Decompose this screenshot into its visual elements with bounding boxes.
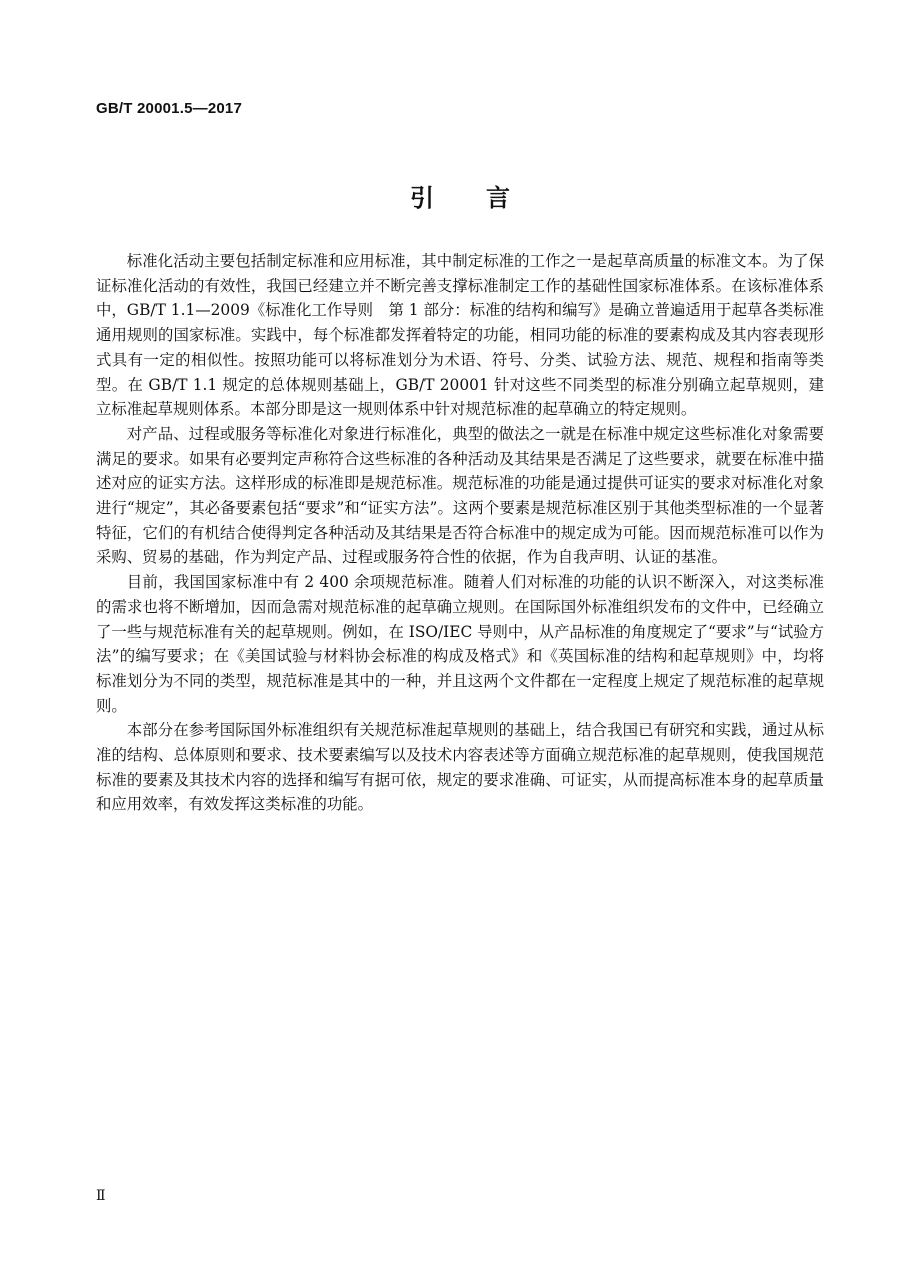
page-title: 引言 — [410, 184, 562, 212]
standard-code: GB/T 20001.5—2017 — [96, 100, 242, 117]
paragraph-4: 本部分在参考国际国外标准组织有关规范标准起草规则的基础上，结合我国已有研究和实践，通过从标准的结构、总体原则和要求、技术要素编写以及技术内容表述等方面确立规范标准的起草规则，使我国规范标准的要素及其技术内容的选择和编写有据可依，规定的要求准确、可证实，从而提高标准本身的起草质量和应用效率，有效发挥这类标准的功能。 — [96, 721, 824, 814]
paragraph-3: 目前，我国国家标准中有 2 400 余项规范标准。随着人们对标准的功能的认识不断深入，对这类标准的需求也将不断增加，因而急需对规范标准的起草确立规则。在国际国外标准组织发布的文件中，已经确立了一些与规范标准有关的起草规则。例如，在 ISO/IEC 导则中，从产品标准的角度规定了“要求”与“试验方法”的编写要求；在《美国试验与材料协会标准的构成及格式》和《英国标准的结构和起草规则》中，均将标准划分为不同的类型，规范标准是其中的一种，并且这两个文件都在一定程度上规定了规范标准的起草规则。 — [96, 573, 824, 715]
paragraph-2: 对产品、过程或服务等标准化对象进行标准化，典型的做法之一就是在标准中规定这些标准化对象需要满足的要求。如果有必要判定声称符合这些标准的各种活动及其结果是否满足了这些要求，就要在标准中描述对应的证实方法。这样形成的标准即是规范标准。规范标准的功能是通过提供可证实的要求对标准化对象进行“规定”，其必备要素包括“要求”和“证实方法”。这两个要素是规范标准区别于其他类型标准的一个显著特征，它们的有机结合使得判定各种活动及其结果是否符合标准中的规定成为可能。因而规范标准可以作为采购、贸易的基础，作为判定产品、过程或服务符合性的依据，作为自我声明、认证的基准。 — [96, 424, 824, 567]
page-number: Ⅱ — [96, 1188, 106, 1204]
body-text — [96, 249, 824, 817]
paragraph-1: 标准化活动主要包括制定标准和应用标准，其中制定标准的工作之一是起草高质量的标准文本。为了保证标准化活动的有效性，我国已经建立并不断完善支撑标准制定工作的基础性国家标准体系。在该标准体系中，GB/T 1.1—2009《标准化工作导则 第 1 部分：标准的结构和编写》是确立普遍适用于起草各类标准通用规则的国家标准。实践中，每个标准都发挥着特定的功能，相同功能的标准的要素构成及其内容表现形式具有一定的相似性。按照功能可以将标准划分为术语、符号、分类、试验方法、规范、规程和指南等类型。在 GB/T 1.1 规定的总体规则基础上，GB/T 20001 针对这些不同类型的标准分别确立起草规则，建立标准起草规则体系。本部分即是这一规则体系中针对规范标准的起草确立的特定规则。 — [96, 252, 824, 419]
